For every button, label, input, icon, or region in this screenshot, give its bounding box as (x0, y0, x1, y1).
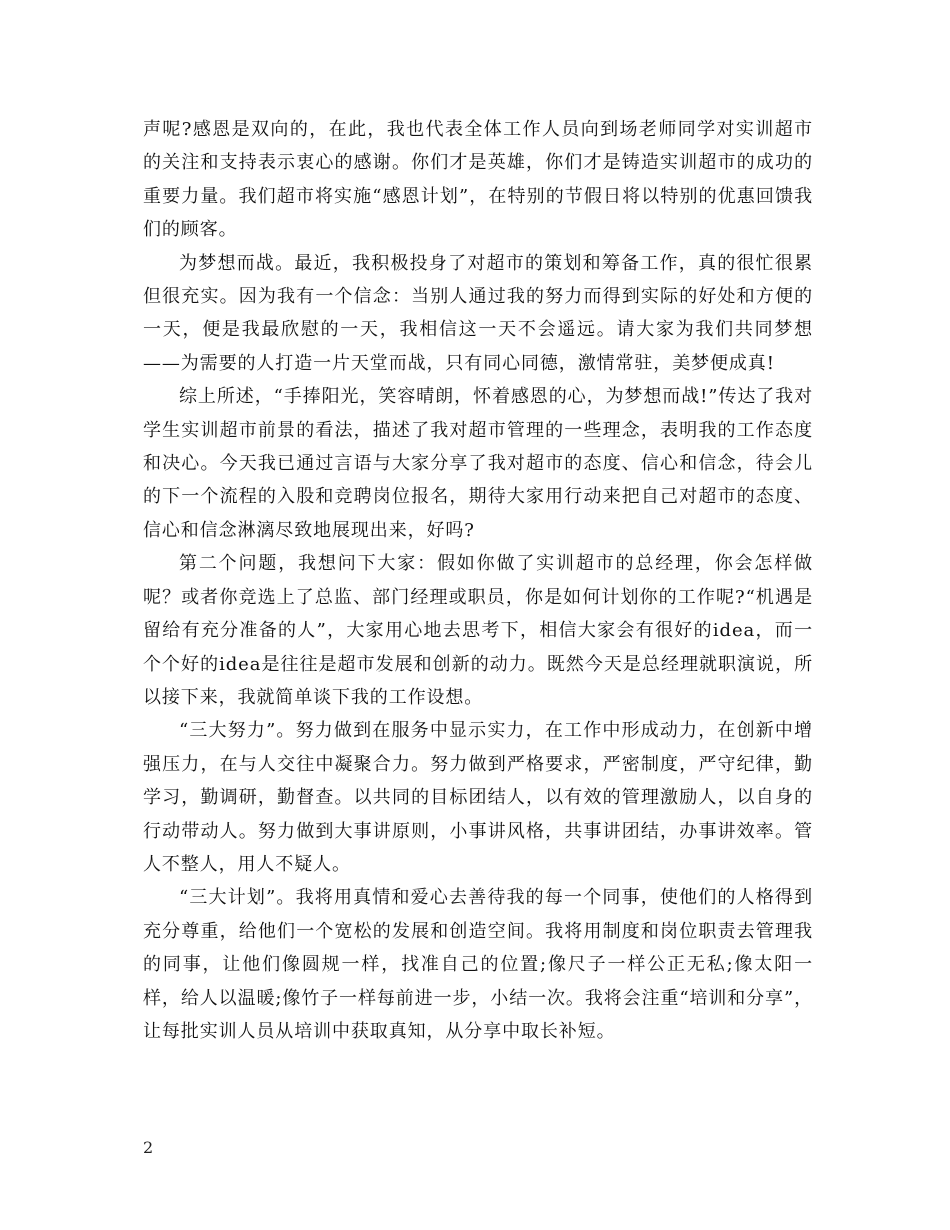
paragraph-5: “三大努力”。努力做到在服务中显示实力，在工作中形成动力，在创新中增强压力，在与人交往中凝聚合力。努力做到严格要求，严密制度，严守纪律，勤学习，勤调研，勤督查。以共同的目标团结人，以有效的管理激励人，以自身的行动带动人。努力做到大事讲原则，小事讲风格，共事讲团结，办事讲效率。管人不整人，用人不疑人。 (143, 720, 813, 875)
paragraph-4: 第二个问题，我想问下大家：假如你做了实训超市的总经理，你会怎样做呢？或者你竞选上了总监、部门经理或职员，你是如何计划你的工作呢?“机遇是留给有充分准备的人”，大家用心地去思考下，相信大家会有很好的idea，而一个个好的idea是往往是超市发展和创新的动力。既然今天是总经理就职演说，所以接下来，我就简单谈下我的工作设想。 (143, 553, 813, 708)
paragraph-3: 综上所述，“手捧阳光，笑容晴朗，怀着感恩的心，为梦想而战!”传达了我对学生实训超市前景的看法，描述了我对超市管理的一些理念，表明我的工作态度和决心。今天我已通过言语与大家分享了我对超市的态度、信心和信念，待会儿的下一个流程的入股和竞聘岗位报名，期待大家用行动来把自己对超市的态度、信心和信念淋漓尽致地展现出来，好吗? (143, 386, 813, 541)
document-body (143, 113, 813, 1048)
paragraph-1: 声呢?感恩是双向的，在此，我也代表全体工作人员向到场老师同学对实训超市的关注和支持表示衷心的感谢。你们才是英雄，你们才是铸造实训超市的成功的重要力量。我们超市将实施“感恩计划”，在特别的节假日将以特别的优惠回馈我们的顾客。 (143, 119, 813, 241)
paragraph-2: 为梦想而战。最近，我积极投身了对超市的策划和筹备工作，真的很忙很累但很充实。因为我有一个信念：当别人通过我的努力而得到实际的好处和方便的一天，便是我最欣慰的一天，我相信这一天不会遥远。请大家为我们共同梦想——为需要的人打造一片天堂而战，只有同心同德，激情常驻，美梦便成真! (143, 252, 813, 374)
page-number: 2 (143, 1138, 154, 1157)
paragraph-6: “三大计划”。我将用真情和爱心去善待我的每一个同事，使他们的人格得到充分尊重，给他们一个宽松的发展和创造空间。我将用制度和岗位职责去管理我的同事，让他们像圆规一样，找准自己的位置;像尺子一样公正无私;像太阳一样，给人以温暖;像竹子一样每前进一步，小结一次。我将会注重“培训和分享”，让每批实训人员从培训中获取真知，从分享中取长补短。 (143, 887, 813, 1042)
